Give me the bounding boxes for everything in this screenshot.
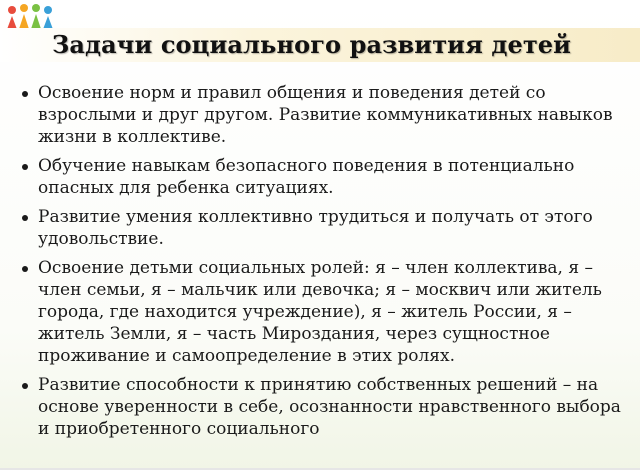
slide-title: Задачи социального развития детей bbox=[52, 30, 572, 59]
bullet-list bbox=[16, 82, 626, 440]
bullet-list-container bbox=[16, 82, 626, 447]
bullet-text: Развитие способности к принятию собственных решений – на основе уверенности в себе, осознанности нравственного выбора и приобретенного социального bbox=[38, 375, 621, 439]
bullet-text: Развитие умения коллективно трудиться и получать от этого удовольствие. bbox=[38, 207, 593, 249]
bullet-dot-icon bbox=[22, 383, 28, 389]
bullet-item bbox=[16, 82, 626, 148]
bullet-dot-icon bbox=[22, 215, 28, 221]
bullet-text: Обучение навыкам безопасного поведения в потенциально опасных для ребенка ситуациях. bbox=[38, 156, 575, 198]
bullet-item bbox=[16, 155, 626, 199]
bullet-item bbox=[16, 257, 626, 367]
bullet-item bbox=[16, 206, 626, 250]
bullet-dot-icon bbox=[22, 164, 28, 170]
bullet-dot-icon bbox=[22, 91, 28, 97]
bullet-item bbox=[16, 374, 626, 440]
bullet-dot-icon bbox=[22, 266, 28, 272]
bullet-text: Освоение норм и правил общения и поведения детей со взрослыми и друг другом. Развитие коммуникативных навыков жизни в коллективе. bbox=[38, 83, 613, 147]
bullet-text: Освоение детьми социальных ролей: я – член коллектива, я – член семьи, я – мальчик или девочка; я – москвич или житель города, где находится учреждение), я – житель России, я – житель Земли, я – часть Мироздания, через сущностное проживание и самоопределение в этих ролях. bbox=[38, 258, 602, 366]
